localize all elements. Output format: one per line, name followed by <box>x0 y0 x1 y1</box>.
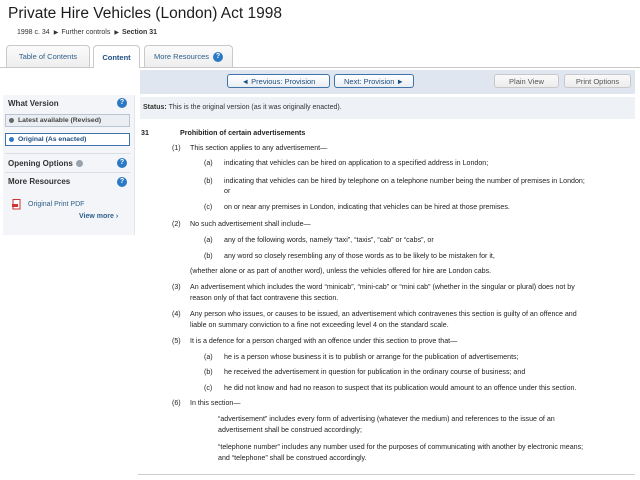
subsection-number: (5) <box>172 337 181 345</box>
paragraph-number: (b) <box>204 252 213 260</box>
pdf-icon <box>12 199 22 210</box>
view-more-link[interactable]: View more › <box>79 213 119 220</box>
help-icon[interactable]: ? <box>117 98 127 108</box>
subsection-text: Any person who issues, or causes to be issued, an advertisement which contravenes this section is guilty of an offence and <box>190 310 577 318</box>
subsection-text: liable on summary conviction to a fine not exceeding level 4 on the standard scale. <box>190 321 449 329</box>
status-message: Status: This is the original version (as it was originally enacted). <box>143 104 342 111</box>
paragraph-text: he received the advertisement in question for publication in the ordinary course of business; and <box>224 368 526 376</box>
print-options-button[interactable]: Print Options <box>564 74 631 88</box>
subsection-text: No such advertisement shall include— <box>190 220 311 228</box>
divider <box>5 153 130 154</box>
paragraph-text: any of the following words, namely “taxi”, “taxis”, “cab” or “cabs”, or <box>224 236 434 244</box>
tab-content[interactable]: Content <box>93 45 140 68</box>
paragraph-text: indicating that vehicles can be hired by telephone on a telephone number being the number of premises in London; <box>224 177 585 185</box>
definition-text: “advertisement” includes every form of advertising (whatever the medium) and references to the issue of an <box>218 415 555 423</box>
paragraph-number: (a) <box>204 159 213 167</box>
breadcrumb-current: Section 31 <box>121 29 157 36</box>
original-print-pdf-link[interactable]: Original Print PDF <box>12 199 84 210</box>
page-title: Private Hire Vehicles (London) Act 1998 <box>8 5 282 22</box>
tab-table-of-contents[interactable]: Table of Contents <box>6 45 90 67</box>
section-number: 31 <box>141 129 149 137</box>
opening-options-toggle[interactable]: Opening Options <box>8 159 83 168</box>
paragraph-number: (a) <box>204 353 213 361</box>
radio-dot-icon <box>9 118 14 123</box>
paragraph-number: (c) <box>204 384 213 392</box>
subsection-number: (6) <box>172 399 181 407</box>
previous-provision-button[interactable]: ◄ Previous: Provision <box>227 74 330 88</box>
paragraph-number: (b) <box>204 368 213 376</box>
breadcrumb-part[interactable]: Further controls <box>61 29 111 36</box>
subsection-text: An advertisement which includes the word “minicab”, “mini-cab” or “mini cab” (whether in the singular or plural) does not by <box>190 283 575 291</box>
definition-text: and “telephone” shall be construed accordingly. <box>218 454 367 462</box>
subsection-number: (4) <box>172 310 181 318</box>
subsection-text: In this section— <box>190 399 241 407</box>
subsection-number: (1) <box>172 144 181 152</box>
paragraph-number: (b) <box>204 177 213 185</box>
version-latest-option[interactable]: Latest available (Revised) <box>5 114 130 127</box>
tab-more-resources[interactable]: More Resources ? <box>144 45 233 67</box>
paragraph-number: (c) <box>204 203 213 211</box>
version-original-option[interactable]: Original (As enacted) <box>5 133 130 146</box>
paragraph-text: any word so closely resembling any of those words as to be likely to be mistaken for it, <box>224 252 495 260</box>
subsection-text: This section applies to any advertisement— <box>190 144 328 152</box>
plain-view-button[interactable]: Plain View <box>494 74 559 88</box>
what-version-heading: What Version <box>8 99 59 108</box>
paragraph-text: on or near any premises in London, indicating that vehicles can be hired at those premises. <box>224 203 510 211</box>
breadcrumb-act[interactable]: 1998 c. 34 <box>17 29 50 36</box>
subsection-text: reason only of that fact contravene this section. <box>190 294 339 302</box>
divider <box>5 172 130 173</box>
breadcrumb-separator-icon: ▶ <box>114 30 119 36</box>
paragraph-number: (a) <box>204 236 213 244</box>
help-icon[interactable]: ? <box>117 158 127 168</box>
breadcrumb <box>17 29 160 36</box>
help-icon[interactable]: ? <box>213 52 223 62</box>
expand-icon <box>76 160 83 167</box>
subsection-number: (2) <box>172 220 181 228</box>
help-icon[interactable]: ? <box>117 177 127 187</box>
divider <box>138 474 635 475</box>
radio-dot-icon <box>9 137 14 142</box>
more-resources-heading: More Resources <box>8 177 71 186</box>
subsection-text: It is a defence for a person charged with an offence under this section to prove that— <box>190 337 458 345</box>
paragraph-text: indicating that vehicles can be hired on application to a specified address in London; <box>224 159 489 167</box>
definition-text: “telephone number” includes any number used for the purposes of communicating with another by electronic means; <box>218 443 584 451</box>
section-heading: Prohibition of certain advertisements <box>180 129 306 137</box>
subsection-number: (3) <box>172 283 181 291</box>
paragraph-text: he is a person whose business it is to publish or arrange for the publication of advertisements; <box>224 353 519 361</box>
breadcrumb-separator-icon: ▶ <box>53 30 59 36</box>
next-provision-button[interactable]: Next: Provision ► <box>334 74 414 88</box>
paragraph-text: or <box>224 187 231 195</box>
definition-text: advertisement shall be construed accordingly; <box>218 426 362 434</box>
paragraph-text: he did not know and had no reason to suspect that its publication would amount to an offence under this section. <box>224 384 577 392</box>
subsection-text: (whether alone or as part of another word), unless the vehicles offered for hire are London cabs. <box>190 267 492 275</box>
